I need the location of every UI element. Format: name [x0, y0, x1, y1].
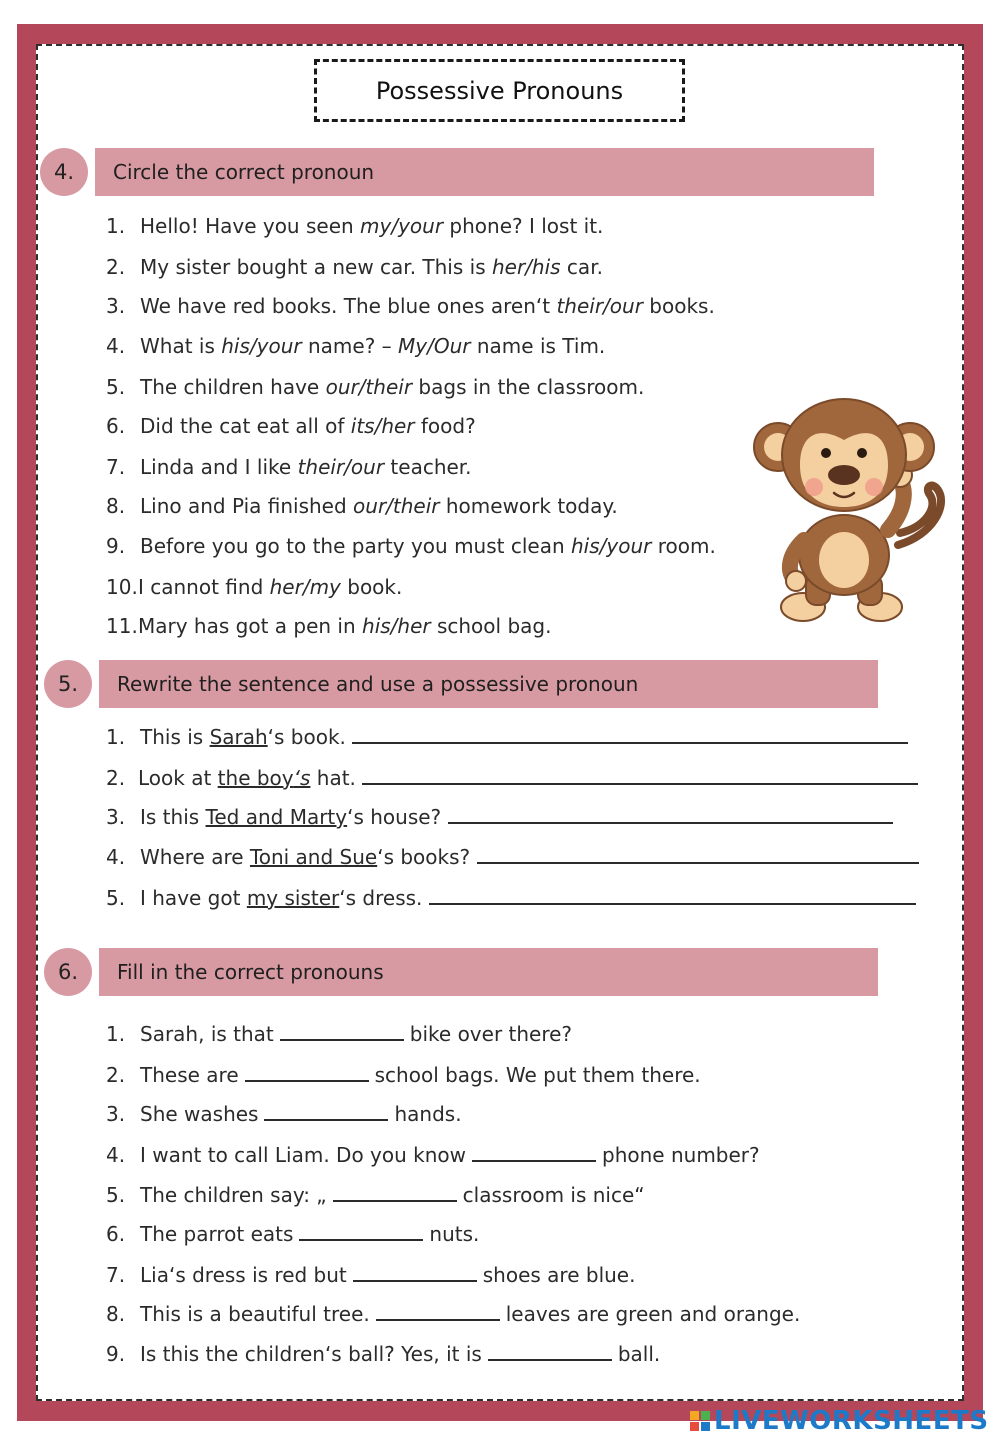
s5-item-2: 2. Look at the boy‘s hat. [106, 763, 918, 791]
answer-line[interactable] [429, 883, 916, 905]
fill-blank[interactable] [264, 1099, 388, 1121]
s6-item-3: 3. She washes hands. [106, 1099, 462, 1127]
s6-item-8: 8. This is a beautiful tree. leaves are green and orange. [106, 1299, 800, 1327]
s6-item-1: 1. Sarah, is that bike over there? [106, 1019, 572, 1047]
fill-blank[interactable] [333, 1180, 457, 1202]
liveworksheets-logo-icon [690, 1411, 710, 1431]
s5-item-5: 5. I have got my sister‘s dress. [106, 883, 916, 911]
s5-item-1: 1. This is Sarah‘s book. [106, 722, 908, 750]
s5-item-3: 3. Is this Ted and Marty‘s house? [106, 802, 893, 830]
s4-item-10: 10.I cannot find her/my book. [106, 575, 403, 599]
s4-item-5: 5. The children have our/their bags in the classroom. [106, 375, 645, 399]
fill-blank[interactable] [299, 1219, 423, 1241]
fill-blank[interactable] [376, 1299, 500, 1321]
worksheet-title [314, 59, 685, 122]
answer-line[interactable] [352, 722, 908, 744]
s4-item-3: 3. We have red books. The blue ones aren‘t their/our books. [106, 294, 715, 318]
s4-item-7: 7. Linda and I like their/our teacher. [106, 455, 472, 479]
s4-item-6: 6. Did the cat eat all of its/her food? [106, 414, 476, 438]
choice[interactable]: his/your [221, 334, 302, 358]
choice[interactable]: My/Our [398, 334, 471, 358]
choice[interactable]: our/their [353, 494, 440, 518]
fill-blank[interactable] [472, 1140, 596, 1162]
choice[interactable]: their/our [297, 455, 385, 479]
s4-item-9: 9. Before you go to the party you must clean his/your room. [106, 534, 716, 558]
title-text: Possessive Pronouns [375, 76, 624, 105]
fill-blank[interactable] [280, 1019, 404, 1041]
choice[interactable]: its/her [350, 414, 415, 438]
s4-item-4: 4. What is his/your name? – My/Our name is Tim. [106, 334, 606, 358]
s4-item-8: 8. Lino and Pia finished our/their homework today. [106, 494, 618, 518]
monkey-illustration [748, 395, 953, 630]
s6-item-6: 6. The parrot eats nuts. [106, 1219, 479, 1247]
s6-item-5: 5. The children say: „ classroom is nice“ [106, 1180, 645, 1208]
section-6-heading: Fill in the correct pronouns [99, 948, 878, 996]
monkey-icon [754, 399, 941, 621]
section-5-number: 5. [44, 660, 92, 708]
s6-item-4: 4. I want to call Liam. Do you know phone number? [106, 1140, 760, 1168]
choice[interactable]: my/your [360, 214, 444, 238]
answer-line[interactable] [477, 842, 919, 864]
brand-name: LIVEWORKSHEETS [714, 1406, 989, 1436]
choice[interactable]: their/our [556, 294, 643, 318]
section-4-heading: Circle the correct pronoun [95, 148, 874, 196]
s4-item-11: 11.Mary has got a pen in his/her school bag. [106, 614, 552, 638]
s5-item-4: 4. Where are Toni and Sue‘s books? [106, 842, 919, 870]
section-4-number: 4. [40, 148, 88, 196]
choice[interactable]: her/my [269, 575, 341, 599]
s6-item-2: 2. These are school bags. We put them there. [106, 1060, 701, 1088]
s4-item-2: 2. My sister bought a new car. This is her/his car. [106, 255, 603, 279]
choice[interactable]: her/his [491, 255, 561, 279]
fill-blank[interactable] [488, 1339, 612, 1361]
choice[interactable]: our/their [325, 375, 413, 399]
section-5-heading: Rewrite the sentence and use a possessive pronoun [99, 660, 878, 708]
section-6-number: 6. [44, 948, 92, 996]
answer-line[interactable] [362, 763, 918, 785]
choice[interactable]: his/her [362, 614, 431, 638]
liveworksheets-footer[interactable] [690, 1402, 989, 1440]
fill-blank[interactable] [353, 1260, 477, 1282]
answer-line[interactable] [448, 802, 893, 824]
s4-item-1: 1. Hello! Have you seen my/your phone? I lost it. [106, 214, 604, 238]
s6-item-7: 7. Lia‘s dress is red but shoes are blue. [106, 1260, 635, 1288]
choice[interactable]: his/your [571, 534, 652, 558]
s6-item-9: 9. Is this the children‘s ball? Yes, it is ball. [106, 1339, 660, 1367]
fill-blank[interactable] [245, 1060, 369, 1082]
